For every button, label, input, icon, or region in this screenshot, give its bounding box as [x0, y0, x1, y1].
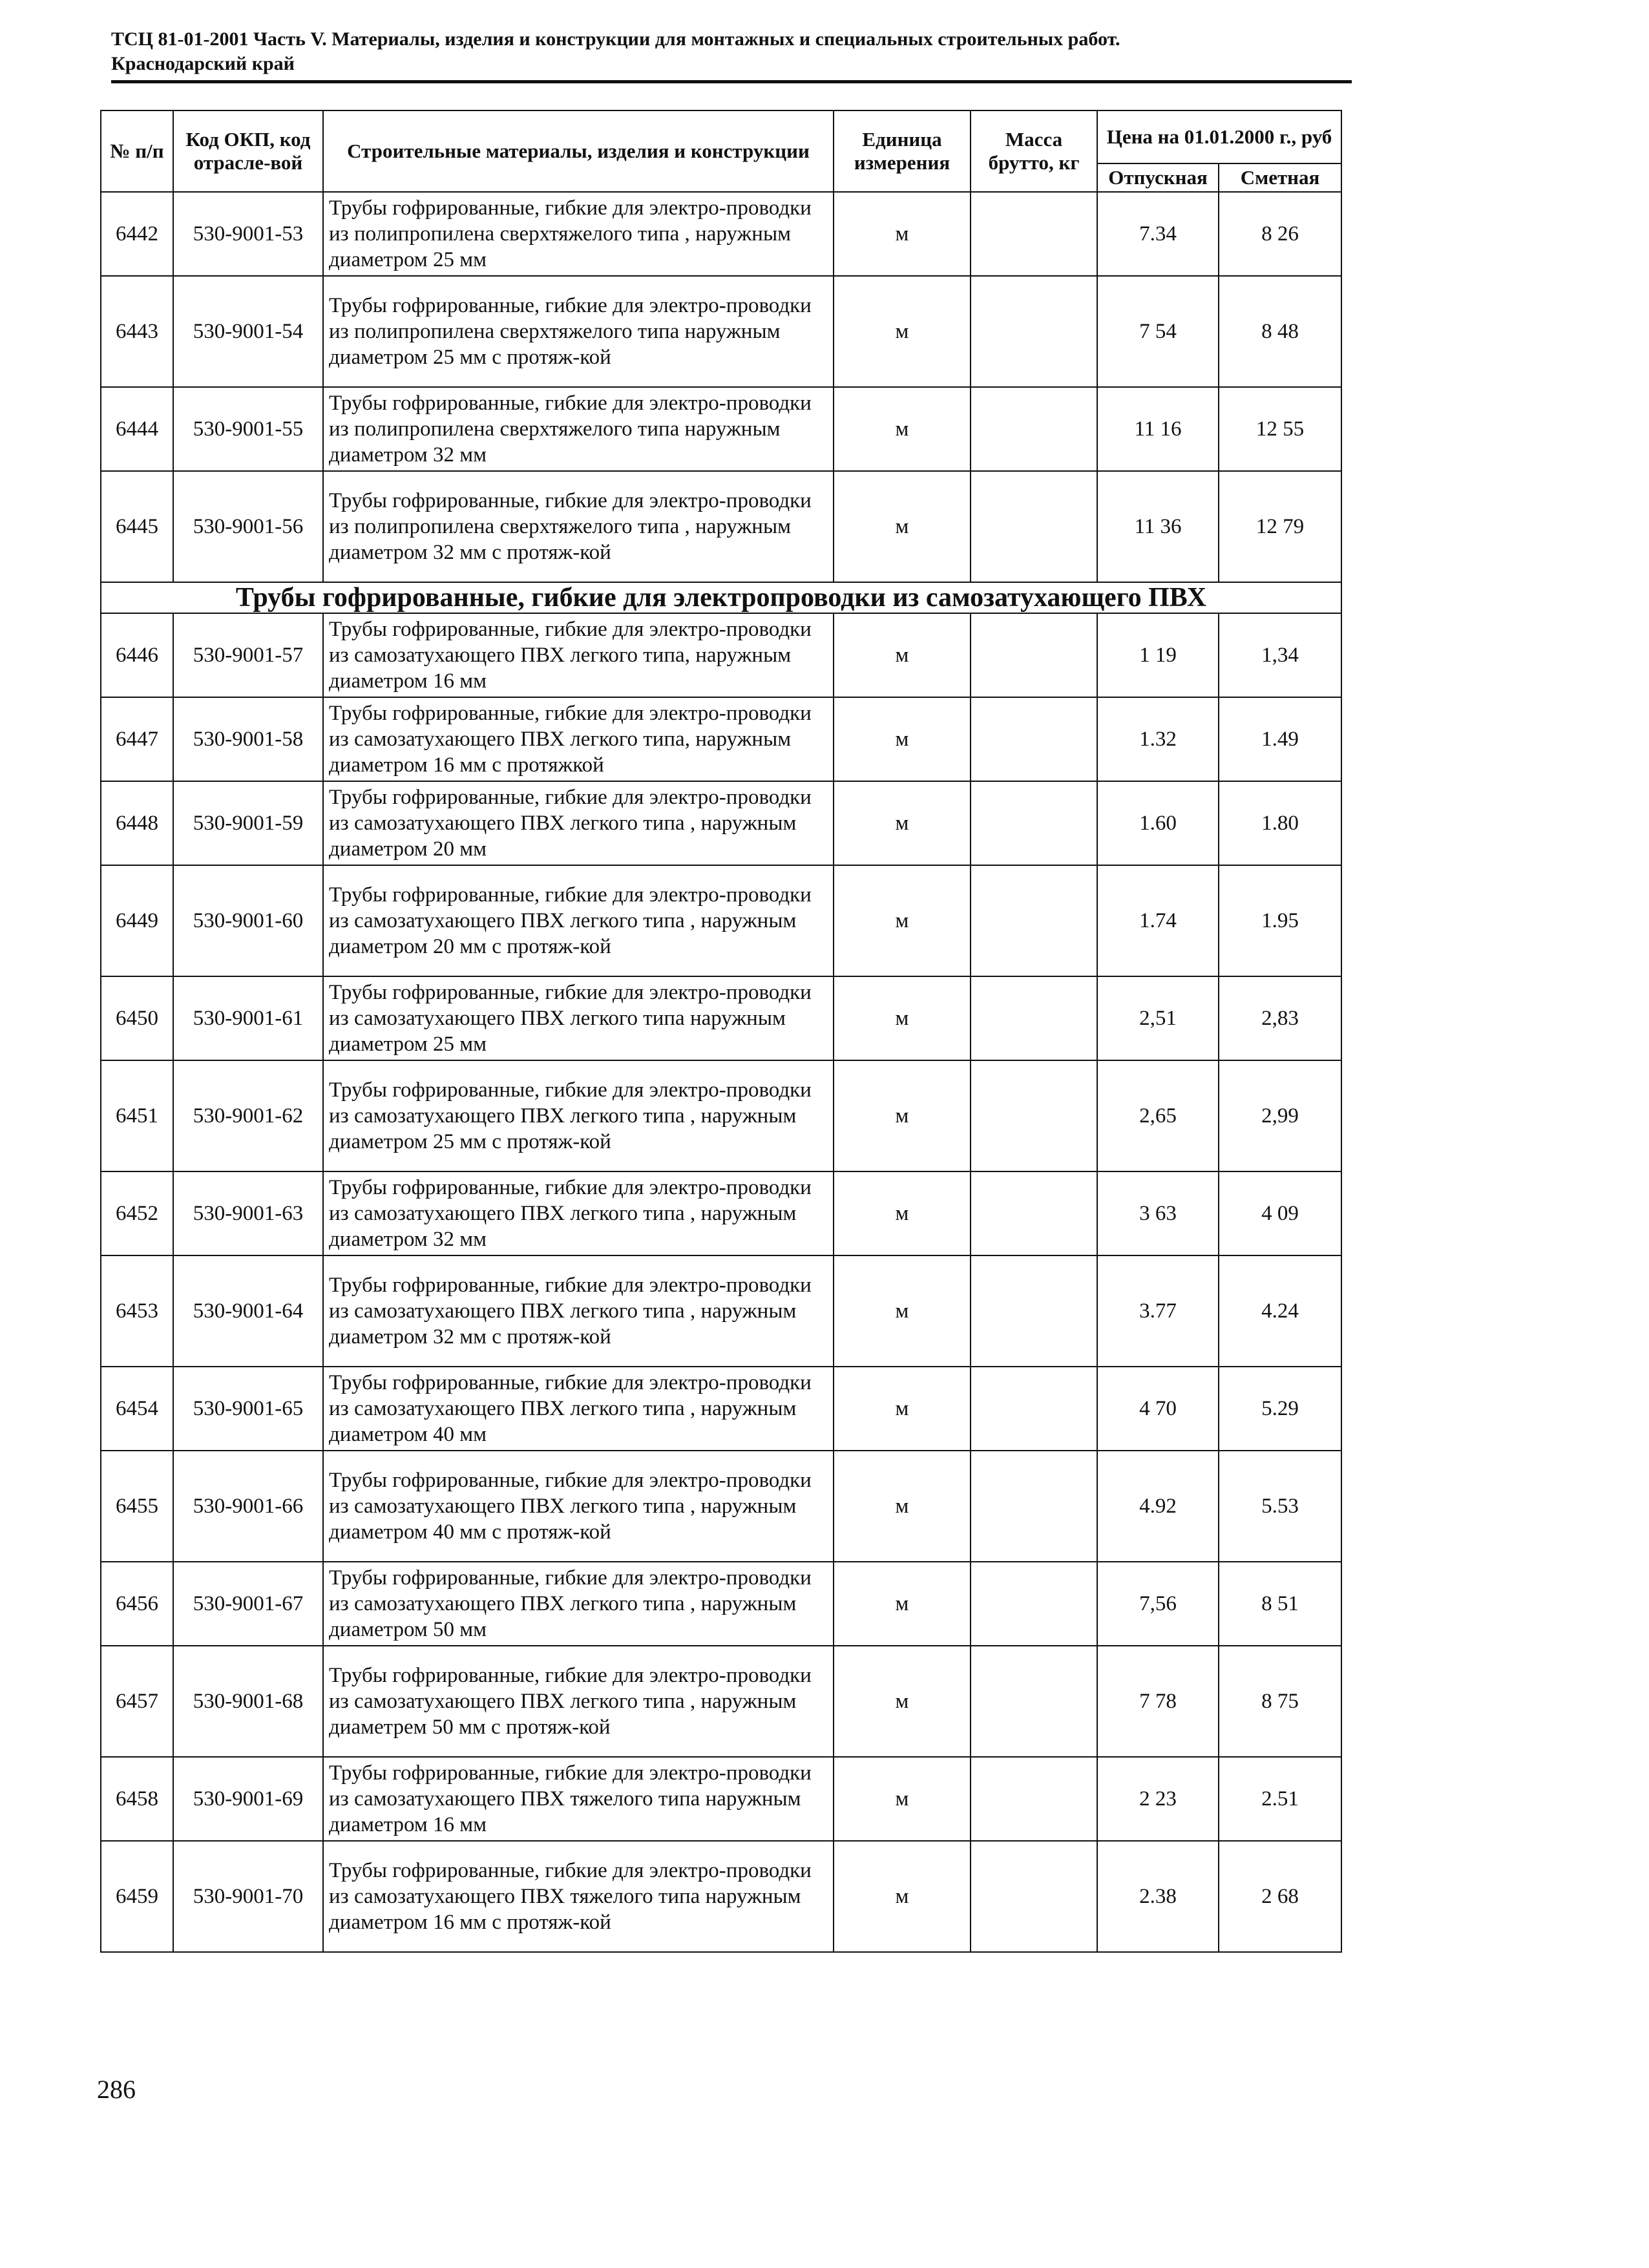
cell-code: 530-9001-67	[173, 1562, 323, 1646]
cell-code: 530-9001-65	[173, 1367, 323, 1451]
cell-num: 6453	[101, 1255, 173, 1367]
cell-num: 6444	[101, 387, 173, 471]
cell-price-release: 11 36	[1097, 471, 1219, 582]
cell-price-estimate: 2,99	[1219, 1060, 1341, 1171]
cell-unit: м	[834, 697, 971, 781]
cell-unit: м	[834, 276, 971, 387]
cell-name: Трубы гофрированные, гибкие для электро-проводки из полипропилена сверхтяжелого типа наружным диаметром 32 мм	[323, 387, 834, 471]
cell-price-estimate: 8 48	[1219, 276, 1341, 387]
cell-num: 6446	[101, 613, 173, 697]
cell-code: 530-9001-70	[173, 1841, 323, 1952]
cell-price-release: 4 70	[1097, 1367, 1219, 1451]
cell-name: Трубы гофрированные, гибкие для электро-проводки из самозатухающего ПВХ легкого типа , наружным диаметром 40 мм с протяж-кой	[323, 1451, 834, 1562]
cell-mass	[971, 1367, 1097, 1451]
cell-unit: м	[834, 1367, 971, 1451]
cell-name: Трубы гофрированные, гибкие для электро-проводки из полипропилена сверхтяжелого типа наружным диаметром 25 мм с протяж-кой	[323, 276, 834, 387]
page-number: 286	[97, 2075, 136, 2104]
page-header	[111, 27, 1352, 76]
cell-code: 530-9001-60	[173, 865, 323, 976]
table-row	[101, 192, 1341, 276]
table-row	[101, 1451, 1341, 1562]
cell-code: 530-9001-64	[173, 1255, 323, 1367]
cell-price-release: 7 54	[1097, 276, 1219, 387]
cell-num: 6442	[101, 192, 173, 276]
cell-code: 530-9001-62	[173, 1060, 323, 1171]
cell-code: 530-9001-54	[173, 276, 323, 387]
table-row	[101, 1367, 1341, 1451]
cell-name: Трубы гофрированные, гибкие для электро-проводки из самозатухающего ПВХ легкого типа , наружным диаметром 20 мм с протяж-кой	[323, 865, 834, 976]
cell-mass	[971, 387, 1097, 471]
cell-price-release: 7,56	[1097, 1562, 1219, 1646]
cell-num: 6449	[101, 865, 173, 976]
col-header-mass: Масса брутто, кг	[971, 110, 1097, 192]
table-body-pvc	[101, 613, 1341, 1952]
cell-unit: м	[834, 1255, 971, 1367]
cell-mass	[971, 697, 1097, 781]
table-row	[101, 1562, 1341, 1646]
cell-unit: м	[834, 1060, 971, 1171]
col-header-price-estimate: Сметная	[1219, 163, 1341, 192]
cell-name: Трубы гофрированные, гибкие для электро-проводки из самозатухающего ПВХ тяжелого типа наружным диаметром 16 мм с протяж-кой	[323, 1841, 834, 1952]
table-row	[101, 1757, 1341, 1841]
col-header-unit: Единица измерения	[834, 110, 971, 192]
table-row	[101, 1060, 1341, 1171]
cell-name: Трубы гофрированные, гибкие для электро-проводки из самозатухающего ПВХ легкого типа наружным диаметром 25 мм	[323, 976, 834, 1060]
table-header	[101, 110, 1341, 192]
cell-price-release: 11 16	[1097, 387, 1219, 471]
section-title: Трубы гофрированные, гибкие для электропроводки из самозатухающего ПВХ	[101, 582, 1341, 613]
cell-price-estimate: 5.29	[1219, 1367, 1341, 1451]
section-row	[101, 582, 1341, 613]
cell-price-release: 1.74	[1097, 865, 1219, 976]
cell-code: 530-9001-68	[173, 1646, 323, 1757]
cell-name: Трубы гофрированные, гибкие для электро-проводки из самозатухающего ПВХ легкого типа , наружным диаметром 40 мм	[323, 1367, 834, 1451]
table-row	[101, 276, 1341, 387]
cell-name: Трубы гофрированные, гибкие для электро-проводки из самозатухающего ПВХ легкого типа , наружным диаметром 50 мм	[323, 1562, 834, 1646]
header-rule	[111, 80, 1352, 83]
cell-price-estimate: 1.95	[1219, 865, 1341, 976]
cell-name: Трубы гофрированные, гибкие для электро-проводки из самозатухающего ПВХ легкого типа , наружным диаметром 20 мм	[323, 781, 834, 865]
table-row	[101, 387, 1341, 471]
price-table	[100, 110, 1342, 1953]
cell-name: Трубы гофрированные, гибкие для электро-проводки из самозатухающего ПВХ легкого типа, наружным диаметром 16 мм	[323, 613, 834, 697]
cell-num: 6454	[101, 1367, 173, 1451]
cell-price-release: 3.77	[1097, 1255, 1219, 1367]
cell-unit: м	[834, 1171, 971, 1255]
cell-mass	[971, 1171, 1097, 1255]
cell-name: Трубы гофрированные, гибкие для электро-проводки из самозатухающего ПВХ легкого типа , наружным диаметром 32 мм с протяж-кой	[323, 1255, 834, 1367]
cell-price-release: 1.32	[1097, 697, 1219, 781]
cell-price-estimate: 2,83	[1219, 976, 1341, 1060]
cell-price-release: 2.38	[1097, 1841, 1219, 1952]
cell-code: 530-9001-53	[173, 192, 323, 276]
cell-mass	[971, 1255, 1097, 1367]
table-row	[101, 697, 1341, 781]
cell-unit: м	[834, 613, 971, 697]
cell-code: 530-9001-63	[173, 1171, 323, 1255]
cell-name: Трубы гофрированные, гибкие для электро-проводки из полипропилена сверхтяжелого типа , наружным диаметром 32 мм с протяж-кой	[323, 471, 834, 582]
cell-code: 530-9001-55	[173, 387, 323, 471]
cell-price-estimate: 1,34	[1219, 613, 1341, 697]
cell-price-estimate: 8 26	[1219, 192, 1341, 276]
cell-code: 530-9001-59	[173, 781, 323, 865]
cell-price-estimate: 1.80	[1219, 781, 1341, 865]
cell-num: 6455	[101, 1451, 173, 1562]
col-header-num: № п/п	[101, 110, 173, 192]
table-row	[101, 1646, 1341, 1757]
cell-code: 530-9001-61	[173, 976, 323, 1060]
cell-mass	[971, 1562, 1097, 1646]
cell-price-estimate: 8 75	[1219, 1646, 1341, 1757]
cell-price-release: 1.60	[1097, 781, 1219, 865]
cell-unit: м	[834, 781, 971, 865]
cell-unit: м	[834, 865, 971, 976]
table-row	[101, 1255, 1341, 1367]
cell-code: 530-9001-69	[173, 1757, 323, 1841]
cell-unit: м	[834, 1646, 971, 1757]
cell-name: Трубы гофрированные, гибкие для электро-проводки из самозатухающего ПВХ тяжелого типа наружным диаметром 16 мм	[323, 1757, 834, 1841]
cell-mass	[971, 1646, 1097, 1757]
cell-code: 530-9001-56	[173, 471, 323, 582]
cell-price-release: 1 19	[1097, 613, 1219, 697]
cell-price-estimate: 12 79	[1219, 471, 1341, 582]
cell-mass	[971, 192, 1097, 276]
cell-num: 6457	[101, 1646, 173, 1757]
cell-name: Трубы гофрированные, гибкие для электро-проводки из самозатухающего ПВХ легкого типа, наружным диаметром 16 мм с протяжкой	[323, 697, 834, 781]
cell-mass	[971, 1757, 1097, 1841]
cell-price-release: 4.92	[1097, 1451, 1219, 1562]
cell-price-release: 2 23	[1097, 1757, 1219, 1841]
cell-unit: м	[834, 976, 971, 1060]
cell-price-estimate: 1.49	[1219, 697, 1341, 781]
cell-price-release: 7.34	[1097, 192, 1219, 276]
table-section	[101, 582, 1341, 613]
cell-unit: м	[834, 192, 971, 276]
table-row	[101, 976, 1341, 1060]
cell-name: Трубы гофрированные, гибкие для электро-проводки из самозатухающего ПВХ легкого типа , наружным диаметрем 50 мм с протяж-кой	[323, 1646, 834, 1757]
cell-mass	[971, 865, 1097, 976]
cell-price-estimate: 2 68	[1219, 1841, 1341, 1952]
cell-unit: м	[834, 1841, 971, 1952]
cell-num: 6447	[101, 697, 173, 781]
cell-num: 6448	[101, 781, 173, 865]
col-header-name: Строительные материалы, изделия и конструкции	[323, 110, 834, 192]
cell-unit: м	[834, 1451, 971, 1562]
cell-code: 530-9001-57	[173, 613, 323, 697]
table-row	[101, 471, 1341, 582]
cell-unit: м	[834, 387, 971, 471]
cell-price-estimate: 5.53	[1219, 1451, 1341, 1562]
cell-mass	[971, 781, 1097, 865]
header-title-line: ТСЦ 81-01-2001 Часть V. Материалы, изделия и конструкции для монтажных и специальных строительных работ.	[111, 28, 1120, 50]
cell-num: 6445	[101, 471, 173, 582]
header-region-line: Краснодарский край	[111, 53, 295, 74]
cell-price-estimate: 4.24	[1219, 1255, 1341, 1367]
cell-code: 530-9001-66	[173, 1451, 323, 1562]
cell-price-estimate: 8 51	[1219, 1562, 1341, 1646]
cell-price-release: 7 78	[1097, 1646, 1219, 1757]
cell-code: 530-9001-58	[173, 697, 323, 781]
col-header-price-release: Отпускная	[1097, 163, 1219, 192]
cell-num: 6458	[101, 1757, 173, 1841]
cell-unit: м	[834, 1757, 971, 1841]
col-header-price-group: Цена на 01.01.2000 г., руб	[1097, 110, 1341, 163]
cell-name: Трубы гофрированные, гибкие для электро-проводки из полипропилена сверхтяжелого типа , наружным диаметром 25 мм	[323, 192, 834, 276]
cell-num: 6443	[101, 276, 173, 387]
cell-mass	[971, 613, 1097, 697]
cell-unit: м	[834, 1562, 971, 1646]
cell-price-estimate: 4 09	[1219, 1171, 1341, 1255]
cell-num: 6451	[101, 1060, 173, 1171]
table-row	[101, 1171, 1341, 1255]
cell-price-estimate: 12 55	[1219, 387, 1341, 471]
cell-price-estimate: 2.51	[1219, 1757, 1341, 1841]
cell-mass	[971, 471, 1097, 582]
table-row	[101, 781, 1341, 865]
cell-mass	[971, 976, 1097, 1060]
cell-mass	[971, 1451, 1097, 1562]
cell-mass	[971, 276, 1097, 387]
cell-name: Трубы гофрированные, гибкие для электро-проводки из самозатухающего ПВХ легкого типа , наружным диаметром 25 мм с протяж-кой	[323, 1060, 834, 1171]
table-row	[101, 865, 1341, 976]
table-row	[101, 613, 1341, 697]
cell-mass	[971, 1841, 1097, 1952]
cell-name: Трубы гофрированные, гибкие для электро-проводки из самозатухающего ПВХ легкого типа , наружным диаметром 32 мм	[323, 1171, 834, 1255]
cell-price-release: 3 63	[1097, 1171, 1219, 1255]
cell-price-release: 2,51	[1097, 976, 1219, 1060]
col-header-code: Код ОКП, код отрасле-вой	[173, 110, 323, 192]
table-body-polypropylene	[101, 192, 1341, 582]
cell-num: 6452	[101, 1171, 173, 1255]
cell-price-release: 2,65	[1097, 1060, 1219, 1171]
cell-num: 6459	[101, 1841, 173, 1952]
cell-num: 6456	[101, 1562, 173, 1646]
cell-unit: м	[834, 471, 971, 582]
cell-mass	[971, 1060, 1097, 1171]
table-row	[101, 1841, 1341, 1952]
cell-num: 6450	[101, 976, 173, 1060]
